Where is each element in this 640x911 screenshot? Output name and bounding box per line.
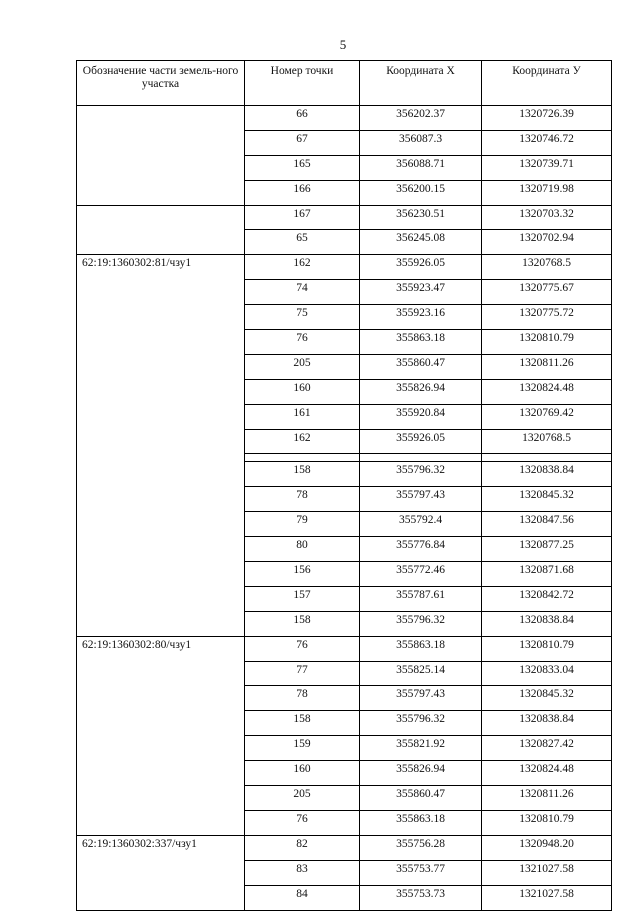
point-number: 75 (245, 305, 360, 330)
coordinate-x: 355826.94 (360, 379, 482, 404)
table-row (77, 205, 612, 230)
parcel-designation: 62:19:1360302:337/чзу1 (77, 835, 245, 910)
point-number: 66 (245, 106, 360, 131)
header-coordinate-x: Координата X (360, 61, 482, 106)
coordinate-x: 356202.37 (360, 106, 482, 131)
parcel-designation (77, 205, 245, 255)
coordinate-y: 1320810.79 (482, 636, 612, 661)
point-number: 80 (245, 537, 360, 562)
point-number: 78 (245, 487, 360, 512)
coordinate-x: 355860.47 (360, 786, 482, 811)
coordinate-x: 355860.47 (360, 354, 482, 379)
point-number: 162 (245, 255, 360, 280)
coordinate-x: 355863.18 (360, 810, 482, 835)
point-number: 165 (245, 155, 360, 180)
point-number: 76 (245, 810, 360, 835)
point-number: 78 (245, 686, 360, 711)
coordinates-table (76, 60, 612, 911)
table-row (77, 255, 612, 280)
point-number: 67 (245, 130, 360, 155)
point-number: 83 (245, 860, 360, 885)
coordinate-x: 356087.3 (360, 130, 482, 155)
coordinate-x: 355787.61 (360, 586, 482, 611)
coordinate-y: 1320824.48 (482, 761, 612, 786)
coordinate-x: 355920.84 (360, 404, 482, 429)
coordinate-y: 1320824.48 (482, 379, 612, 404)
point-number: 161 (245, 404, 360, 429)
point-number: 158 (245, 611, 360, 636)
coordinate-y: 1320845.32 (482, 487, 612, 512)
point-number: 157 (245, 586, 360, 611)
coordinate-x: 355792.4 (360, 512, 482, 537)
coordinate-y: 1320703.32 (482, 205, 612, 230)
point-number (245, 454, 360, 462)
coordinate-x (360, 454, 482, 462)
coordinate-y: 1320726.39 (482, 106, 612, 131)
coordinate-x: 355863.18 (360, 636, 482, 661)
coordinate-x: 355753.77 (360, 860, 482, 885)
coordinate-y: 1320838.84 (482, 462, 612, 487)
coordinate-x: 355756.28 (360, 835, 482, 860)
header-coordinate-y: Координата У (482, 61, 612, 106)
coordinate-y: 1320768.5 (482, 429, 612, 454)
coordinate-y: 1320775.72 (482, 305, 612, 330)
coordinate-y: 1320845.32 (482, 686, 612, 711)
coordinate-y: 1320746.72 (482, 130, 612, 155)
parcel-designation: 62:19:1360302:81/чзу1 (77, 255, 245, 636)
coordinate-y: 1320833.04 (482, 661, 612, 686)
coordinate-y: 1321027.58 (482, 860, 612, 885)
coordinate-x: 355796.32 (360, 611, 482, 636)
point-number: 167 (245, 205, 360, 230)
point-number: 158 (245, 462, 360, 487)
table-row (77, 636, 612, 661)
coordinate-x: 355825.14 (360, 661, 482, 686)
point-number: 76 (245, 636, 360, 661)
point-number: 77 (245, 661, 360, 686)
coordinate-y: 1320877.25 (482, 537, 612, 562)
table-row (77, 106, 612, 131)
coordinate-x: 355826.94 (360, 761, 482, 786)
table-body (77, 106, 612, 911)
point-number: 166 (245, 180, 360, 205)
header-parcel: Обозначение части земель-ного участка (77, 61, 245, 106)
coordinate-y: 1320827.42 (482, 736, 612, 761)
point-number: 160 (245, 379, 360, 404)
coordinate-x: 356230.51 (360, 205, 482, 230)
coordinate-x: 355797.43 (360, 686, 482, 711)
coordinate-x: 355926.05 (360, 255, 482, 280)
coordinate-x: 355926.05 (360, 429, 482, 454)
point-number: 79 (245, 512, 360, 537)
coordinate-y: 1320768.5 (482, 255, 612, 280)
coordinate-y: 1320811.26 (482, 354, 612, 379)
coordinate-y: 1320842.72 (482, 586, 612, 611)
header-point-number: Номер точки (245, 61, 360, 106)
point-number: 82 (245, 835, 360, 860)
coordinate-y: 1320719.98 (482, 180, 612, 205)
coordinate-x: 355796.32 (360, 462, 482, 487)
coordinate-y: 1320769.42 (482, 404, 612, 429)
point-number: 205 (245, 786, 360, 811)
coordinate-y: 1320811.26 (482, 786, 612, 811)
point-number: 158 (245, 711, 360, 736)
point-number: 156 (245, 562, 360, 587)
table-header-row (77, 61, 612, 106)
coordinate-x: 355753.73 (360, 885, 482, 910)
table-row (77, 835, 612, 860)
coordinate-x: 355923.47 (360, 280, 482, 305)
coordinate-y: 1320847.56 (482, 512, 612, 537)
parcel-designation (77, 106, 245, 206)
coordinate-y: 1320702.94 (482, 230, 612, 255)
coordinate-y: 1320810.79 (482, 810, 612, 835)
coordinate-y: 1320948.20 (482, 835, 612, 860)
point-number: 65 (245, 230, 360, 255)
coordinate-y: 1320810.79 (482, 330, 612, 355)
coordinate-y (482, 454, 612, 462)
coordinate-x: 355863.18 (360, 330, 482, 355)
coordinate-x: 356088.71 (360, 155, 482, 180)
coordinate-y: 1320871.68 (482, 562, 612, 587)
coordinate-y: 1320739.71 (482, 155, 612, 180)
point-number: 84 (245, 885, 360, 910)
coordinate-x: 356245.08 (360, 230, 482, 255)
coordinate-x: 356200.15 (360, 180, 482, 205)
coordinate-y: 1320838.84 (482, 611, 612, 636)
page-number: 5 (339, 37, 347, 52)
coordinate-y: 1321027.58 (482, 885, 612, 910)
point-number: 160 (245, 761, 360, 786)
coordinate-x: 355821.92 (360, 736, 482, 761)
coordinate-x: 355776.84 (360, 537, 482, 562)
coordinate-x: 355923.16 (360, 305, 482, 330)
point-number: 76 (245, 330, 360, 355)
coordinate-y: 1320838.84 (482, 711, 612, 736)
coordinate-x: 355796.32 (360, 711, 482, 736)
parcel-designation: 62:19:1360302:80/чзу1 (77, 636, 245, 835)
coordinate-x: 355797.43 (360, 487, 482, 512)
point-number: 159 (245, 736, 360, 761)
point-number: 162 (245, 429, 360, 454)
coordinate-x: 355772.46 (360, 562, 482, 587)
point-number: 205 (245, 354, 360, 379)
point-number: 74 (245, 280, 360, 305)
coordinate-y: 1320775.67 (482, 280, 612, 305)
